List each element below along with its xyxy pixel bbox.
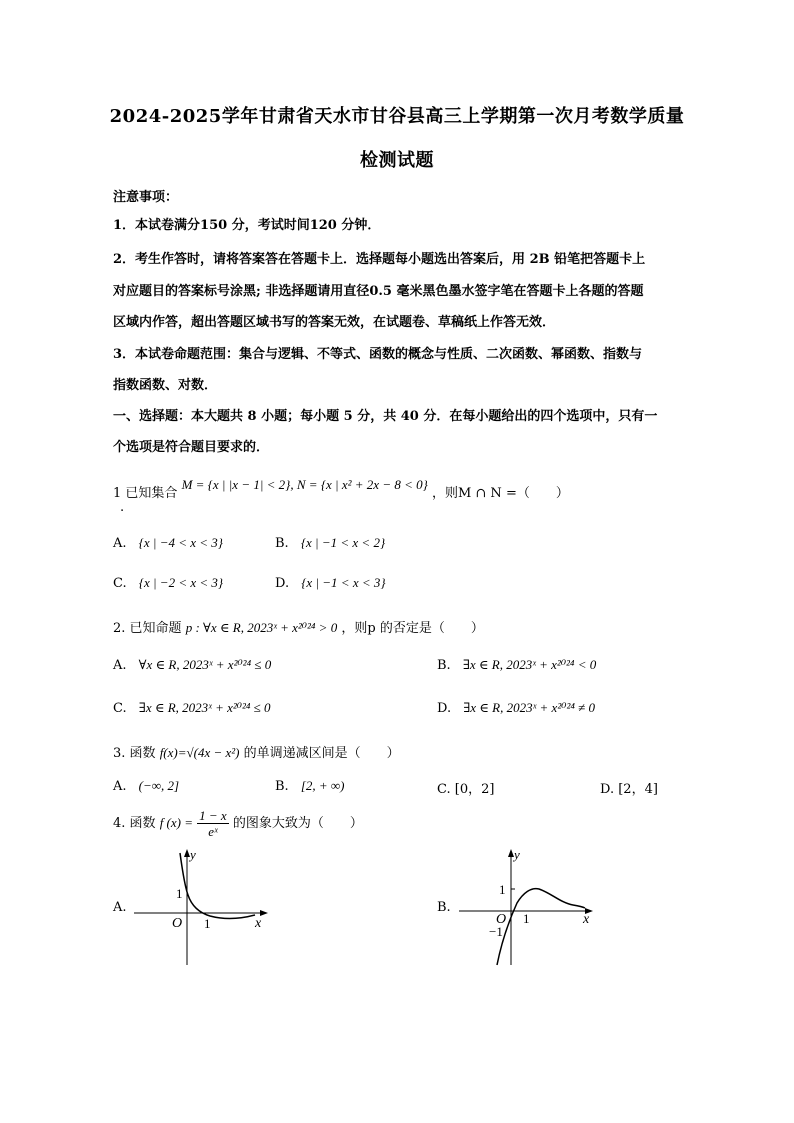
q1-option-a-text: {x | −4 < x < 3} bbox=[138, 535, 224, 550]
q2-stem bbox=[113, 617, 484, 636]
q4-graph-a[interactable] bbox=[130, 845, 275, 970]
q3-option-d-label: D. bbox=[600, 782, 615, 797]
q2-option-a[interactable] bbox=[113, 657, 271, 673]
q2-option-c-text: ∃x ∈ R, 2023ˣ + x²⁰²⁴ ≤ 0 bbox=[138, 700, 271, 715]
q2-formula: p : ∀x ∈ R, 2023ˣ + x²⁰²⁴ > 0 bbox=[185, 620, 338, 635]
q2-option-c-label: C. bbox=[113, 701, 127, 716]
graph-a-y-one: 1 bbox=[176, 886, 183, 901]
q3-prefix: 3. 函数 bbox=[113, 746, 156, 761]
q3-option-b-text: [2, + ∞) bbox=[300, 778, 345, 793]
q2-option-b-label: B. bbox=[437, 658, 451, 673]
q1-option-a-label: A. bbox=[113, 536, 127, 551]
q4-fraction-denominator: eˣ bbox=[208, 824, 218, 839]
graph-b-x-label: x bbox=[583, 912, 590, 927]
graph-b-minus-one: −1 bbox=[489, 924, 503, 939]
q2-option-d-label: D. bbox=[437, 701, 452, 716]
q2-suffix: ，则p 的否定是（ ） bbox=[341, 621, 484, 636]
q1-option-c-text: {x | −2 < x < 3} bbox=[138, 575, 224, 590]
q3-option-a-text: (−∞, 2] bbox=[138, 778, 180, 793]
notes-item-3a: 3．本试卷命题范围：集合与逻辑、不等式、函数的概念与性质、二次函数、幂函数、指数与 bbox=[113, 347, 643, 362]
graph-a-origin: O bbox=[172, 916, 183, 931]
q1-option-d[interactable] bbox=[275, 575, 386, 591]
graph-b-curve bbox=[497, 889, 585, 965]
q1-option-c-label: C. bbox=[113, 576, 127, 591]
q4-fraction bbox=[197, 808, 229, 839]
exam-title-line1: 2024-2025学年甘肃省天水市甘谷县高三上学期第一次月考数学质量 bbox=[109, 106, 685, 127]
q2-option-d-text: ∃x ∈ R, 2023ˣ + x²⁰²⁴ ≠ 0 bbox=[463, 700, 595, 715]
q1-option-b-label: B. bbox=[275, 536, 289, 551]
graph-b-x-one: 1 bbox=[523, 911, 530, 926]
q3-option-c[interactable] bbox=[437, 778, 494, 797]
q2-option-c[interactable] bbox=[113, 700, 271, 716]
q1-option-d-text: {x | −1 < x < 3} bbox=[301, 575, 386, 590]
q2-option-a-label: A. bbox=[113, 658, 127, 673]
section1-line1: 一、选择题：本大题共 8 小题；每小题 5 分，共 40 分．在每小题给出的四个选项中，只有一 bbox=[113, 409, 658, 424]
q2-option-a-text: ∀x ∈ R, 2023ˣ + x²⁰²⁴ ≤ 0 bbox=[138, 657, 272, 672]
notes-item-3b: 指数函数、对数． bbox=[113, 378, 218, 393]
q1-option-c[interactable] bbox=[113, 575, 223, 591]
notes-heading: 注意事项： bbox=[113, 190, 179, 205]
q2-option-b[interactable] bbox=[437, 657, 596, 673]
q2-option-d[interactable] bbox=[437, 700, 595, 716]
q1-option-b[interactable] bbox=[275, 535, 385, 551]
q4-option-a-label[interactable]: A. bbox=[113, 900, 127, 915]
q1-formula: M = {x | |x − 1| < 2}, N = {x | x² + 2x − 8 < 0} bbox=[181, 477, 428, 492]
graph-a-curve bbox=[180, 853, 255, 919]
q3-option-a[interactable] bbox=[113, 778, 179, 794]
q4-suffix: 的图象大致为（ ） bbox=[232, 816, 363, 831]
notes-item-1-text: 1．本试卷满分150 分，考试时间120 分钟． bbox=[113, 218, 381, 233]
q4-fraction-numerator: 1 − x bbox=[199, 808, 227, 823]
q3-option-b-label: B. bbox=[275, 779, 289, 794]
exam-title-line2: 检测试题 bbox=[360, 150, 434, 171]
q2-prefix: 2. 已知命题 bbox=[113, 621, 182, 636]
q3-option-d-text: [2，4] bbox=[618, 782, 658, 797]
q1-number: 1 bbox=[113, 486, 122, 501]
q1-suffix: ，则M ∩ N =（ ） bbox=[431, 486, 569, 501]
notes-item-2b: 对应题目的答案标号涂黑; 非选择题请用直径0.5 毫米黑色墨水签字笔在答题卡上各题的答题 bbox=[113, 284, 644, 299]
graph-a-y-label: y bbox=[190, 847, 196, 862]
graph-b-y-one: 1 bbox=[499, 882, 506, 897]
notes-item-2c: 区域内作答，超出答题区域书写的答案无效，在试题卷、草稿纸上作答无效． bbox=[113, 315, 556, 330]
q3-option-c-text: [0，2] bbox=[454, 782, 495, 797]
q3-option-b[interactable] bbox=[275, 778, 345, 794]
section1-line2: 个选项是符合题目要求的． bbox=[113, 440, 270, 455]
q4-prefix: 4. 函数 bbox=[113, 816, 156, 831]
q1-prefix: 已知集合 bbox=[125, 486, 178, 501]
q1-option-d-label: D. bbox=[275, 576, 290, 591]
notes-item-1 bbox=[113, 214, 380, 233]
q4-graph-b[interactable] bbox=[455, 845, 600, 970]
q4-option-b-label[interactable]: B. bbox=[437, 900, 451, 915]
q3-option-c-label: C. bbox=[437, 782, 451, 797]
q3-suffix: 的单调递减区间是（ ） bbox=[243, 746, 400, 761]
notes-item-2a: 2．考生作答时，请将答案答在答题卡上．选择题每小题选出答案后，用 2B 铅笔把答题卡上 bbox=[113, 252, 646, 267]
graph-a-x-one: 1 bbox=[204, 916, 211, 931]
q4-stem bbox=[113, 808, 363, 839]
graph-b-origin: O bbox=[496, 912, 507, 927]
q1-option-a[interactable] bbox=[113, 535, 223, 551]
q3-formula: f(x)=√(4x − x²) bbox=[159, 745, 240, 760]
q3-stem bbox=[113, 742, 400, 761]
q1-dot: . bbox=[120, 500, 125, 515]
q2-option-b-text: ∃x ∈ R, 2023ˣ + x²⁰²⁴ < 0 bbox=[462, 657, 597, 672]
graph-b-y-label: y bbox=[514, 847, 520, 862]
q3-option-d[interactable] bbox=[600, 778, 658, 797]
q1-option-b-text: {x | −1 < x < 2} bbox=[300, 535, 386, 550]
q1-stem bbox=[113, 477, 569, 501]
q3-option-a-label: A. bbox=[113, 779, 127, 794]
graph-a-x-label: x bbox=[255, 916, 262, 931]
q4-func-lhs: f (x) = bbox=[159, 815, 193, 830]
